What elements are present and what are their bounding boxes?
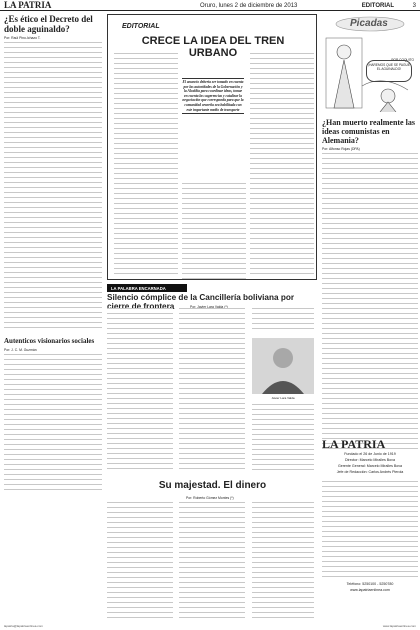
cartoon-credit: POR COQUITO [391,58,414,62]
majestad-col-1 [107,502,173,622]
header-date: Oruro, lunes 2 de diciembre de 2013 [200,3,298,9]
majestad-col-2 [179,502,245,622]
silencio-col-3-bottom [252,404,314,474]
silencio-col-2 [179,308,245,473]
header-brand: LA PATRIA [4,0,52,10]
masthead-phone: Teléfono: 5250100 - 5250780 [346,582,394,586]
left-second-byline: Por: J. C. M. Guzmán [4,348,37,352]
author-photo [252,338,314,394]
editorial-col-1 [114,53,178,278]
right-article-title: ¿Han muerto realmente las ideas comunistas en Alemania? [322,118,415,145]
footer-email[interactable]: lapatria@lapatriaenlinea.com [4,624,43,628]
masthead-web[interactable]: www.lapatriaenlinea.com [350,588,390,592]
editorial-tag: EDITORIAL [122,23,160,30]
masthead-box [322,438,418,626]
majestad-byline: Por: Roberto Gómez Montes (*) [186,496,234,500]
masthead-founded: Fundado el 26 de Junio de 1919 [344,452,396,456]
left-second-title: Autenticos visionarios sociales [4,337,95,345]
cartoon-speech-bubble: ¡HAREMOS QUE SE PAGUE EL AGUINALDO! [366,60,412,82]
left-article-byline: Por: Raúl Pino-Ichazo T. [4,36,41,40]
right-article-body [322,153,418,451]
silencio-headline: Silencio cómplice de la Cancillería boliviana por cierre de frontera [107,293,295,311]
editorial-headline: CRECE LA IDEA DEL TREN URBANO [141,35,285,59]
left-article-title: ¿Es ético el Decreto del doble aguinaldo? [4,14,93,34]
header-section: EDITORIAL [361,3,394,9]
editorial-col-3 [250,53,314,278]
cartoon-panel [322,14,418,112]
author-photo-caption: Javier Lara Valda [271,396,295,400]
left-second-body [4,354,102,492]
silencio-col-3-top [252,308,314,333]
footer-web[interactable]: www.lapatriaenlinea.com [382,624,416,628]
page-header [0,0,420,11]
masthead-logo: LA PATRIA [322,437,386,451]
masthead-director: Director: Marcelo Miralles Bova [345,458,395,462]
left-column [4,14,102,494]
silencio-col-1 [107,308,173,473]
silencio-byline: Por: Javier Lara Valda (*) [190,305,228,309]
editorial-pull-quote [182,77,244,115]
majestad-headline: Su majestad. El dinero [158,480,267,491]
author-photo-image [252,338,314,394]
right-article-byline: Por: Alfonso Rojas (DPA) [322,147,360,151]
cartoon-brand: Picadas [350,18,388,29]
header-page-number: 3 [412,3,416,9]
masthead-jefe-redaccion: Jefe de Redacción: Carlos Andrés Pierola [336,470,404,474]
majestad-col-3 [252,502,314,622]
pull-quote-text: El anuncio deberia ser tomado en cuenta por las autoridades de la Gobernación y la Alcaldía para coordinar ideas, tomar en cuenta las sugerencias y catalizar la negociación que corresponda para que la comunidad orureña sea habilitada con este importante medio de transporte [182,80,244,112]
masthead-details [322,481,418,579]
section-band: LA PALABRA ENCARNADA [107,284,187,292]
right-article [322,118,418,453]
editorial-col-2 [182,183,246,283]
page-footer [0,624,420,630]
left-article-body [4,42,102,330]
editorial-box [107,14,317,280]
masthead-gerente: Gerente General: Marcelo Miralles Bova [337,464,403,468]
